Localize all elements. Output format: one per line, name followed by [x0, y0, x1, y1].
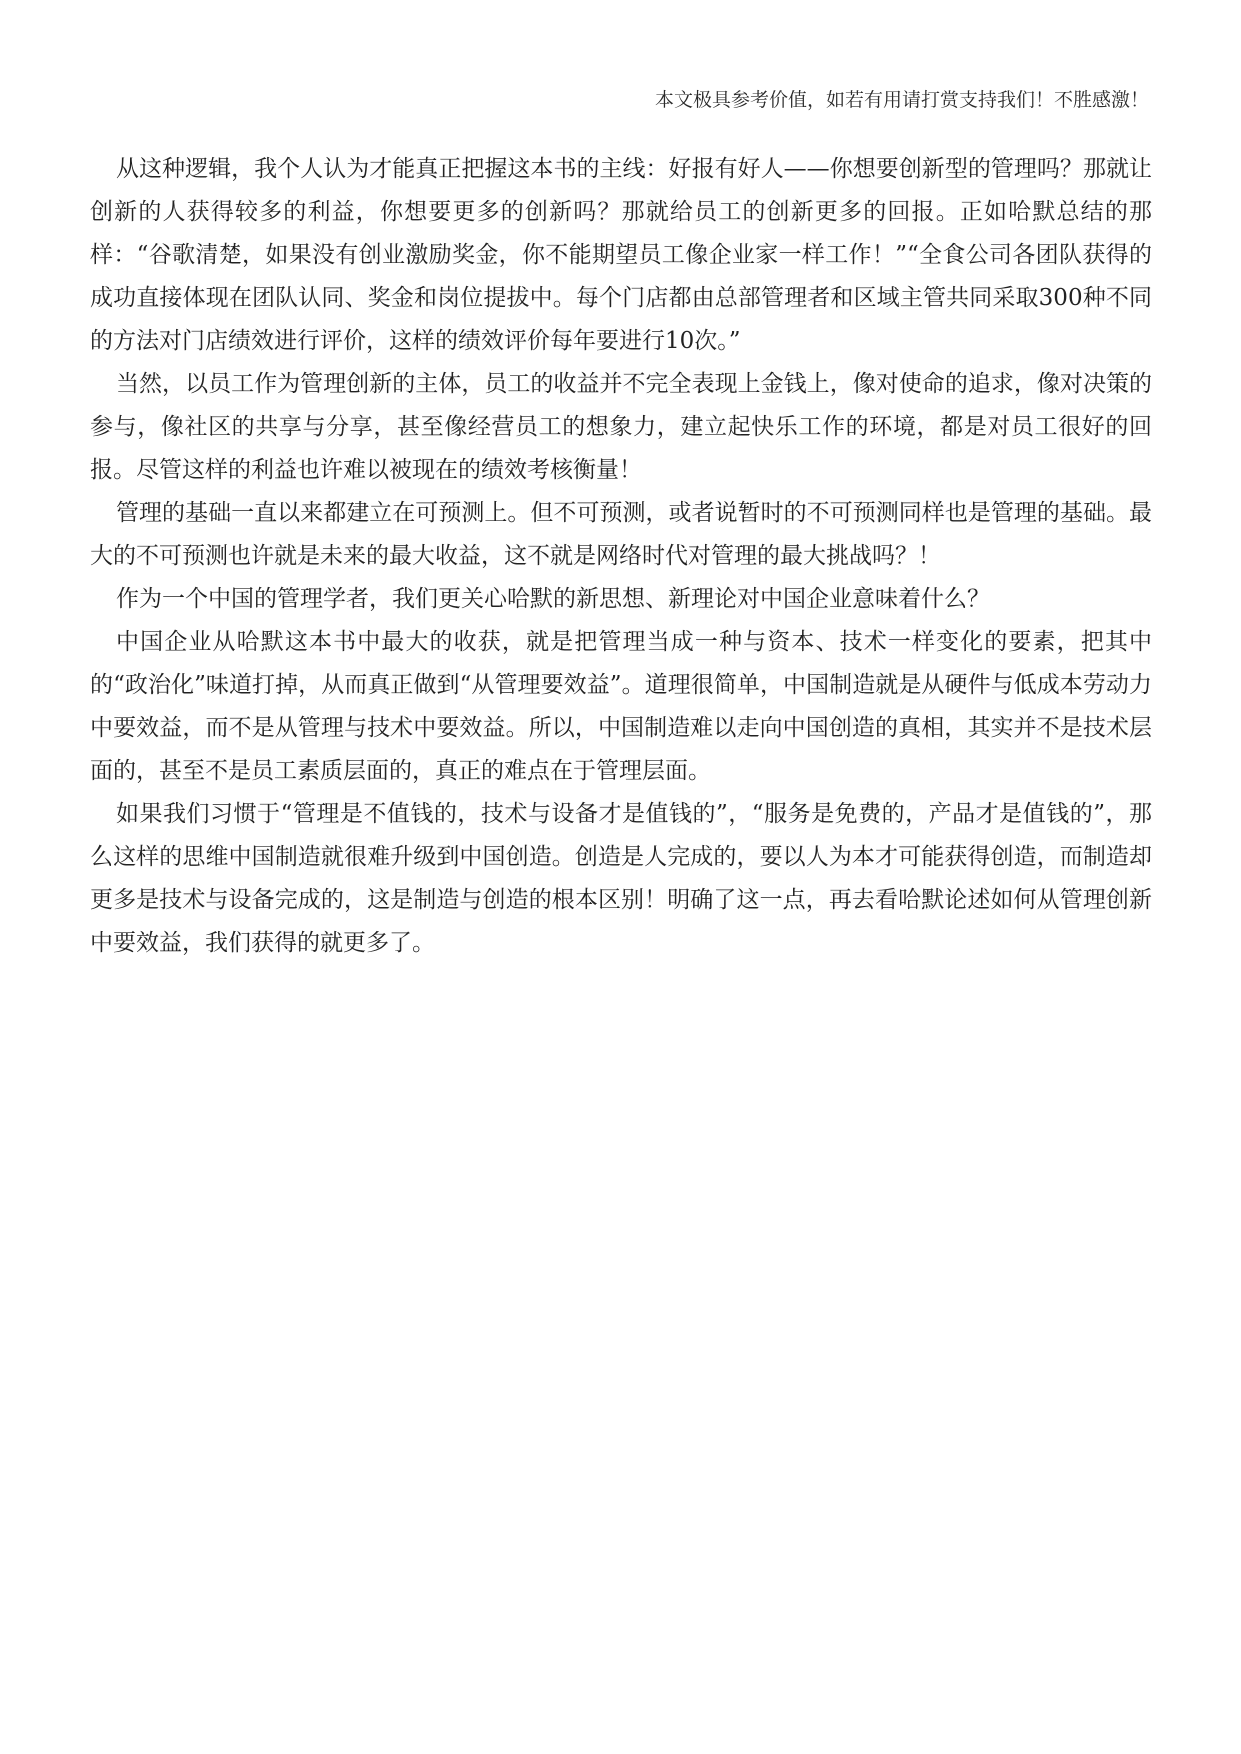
paragraph-4: 作为一个中国的管理学者，我们更关心哈默的新思想、新理论对中国企业意味着什么？: [116, 586, 990, 612]
paragraph-5: 中国企业从哈默这本书中最大的收获，就是把管理当成一种与资本、技术一样变化的要素，把其中的“政治化”味道打掉，从而真正做到“从管理要效益”。道理很简单，中国制造就是从硬件与低成本劳动力中要效益，而不是从管理与技术中要效益。所以，中国制造难以走向中国创造的真相，其实并不是技术层面的，甚至不是员工素质层面的，真正的难点在于管理层面。: [90, 629, 1152, 784]
paragraph-6: 如果我们习惯于“管理是不值钱的，技术与设备才是值钱的”，“服务是免费的，产品才是值钱的”，那么这样的思维中国制造就很难升级到中国创造。创造是人完成的，要以人为本才可能获得创造，而制造却更多是技术与设备完成的，这是制造与创造的根本区别！明确了这一点，再去看哈默论述如何从管理创新中要效益，我们获得的就更多了。: [90, 801, 1152, 956]
document-body: [90, 148, 1152, 965]
paragraph-1: 从这种逻辑，我个人认为才能真正把握这本书的主线：好报有好人——你想要创新型的管理吗？那就让创新的人获得较多的利益，你想要更多的创新吗？那就给员工的创新更多的回报。正如哈默总结的那样：“谷歌清楚，如果没有创业激励奖金，你不能期望员工像企业家一样工作！”“全食公司各团队获得的成功直接体现在团队认同、奖金和岗位提拔中。每个门店都由总部管理者和区域主管共同采取300种不同的方法对门店绩效进行评价，这样的绩效评价每年要进行10次。”: [90, 156, 1152, 354]
header-note: 本文极具参考价值，如若有用请打赏支持我们！不胜感激！: [654, 89, 1149, 111]
paragraph-3: 管理的基础一直以来都建立在可预测上。但不可预测，或者说暂时的不可预测同样也是管理的基础。最大的不可预测也许就是未来的最大收益，这不就是网络时代对管理的最大挑战吗？！: [90, 500, 1152, 569]
paragraph-2: 当然，以员工作为管理创新的主体，员工的收益并不完全表现上金钱上，像对使命的追求，像对决策的参与，像社区的共享与分享，甚至像经营员工的想象力，建立起快乐工作的环境，都是对员工很好的回报。尽管这样的利益也许难以被现在的绩效考核衡量！: [90, 371, 1152, 483]
